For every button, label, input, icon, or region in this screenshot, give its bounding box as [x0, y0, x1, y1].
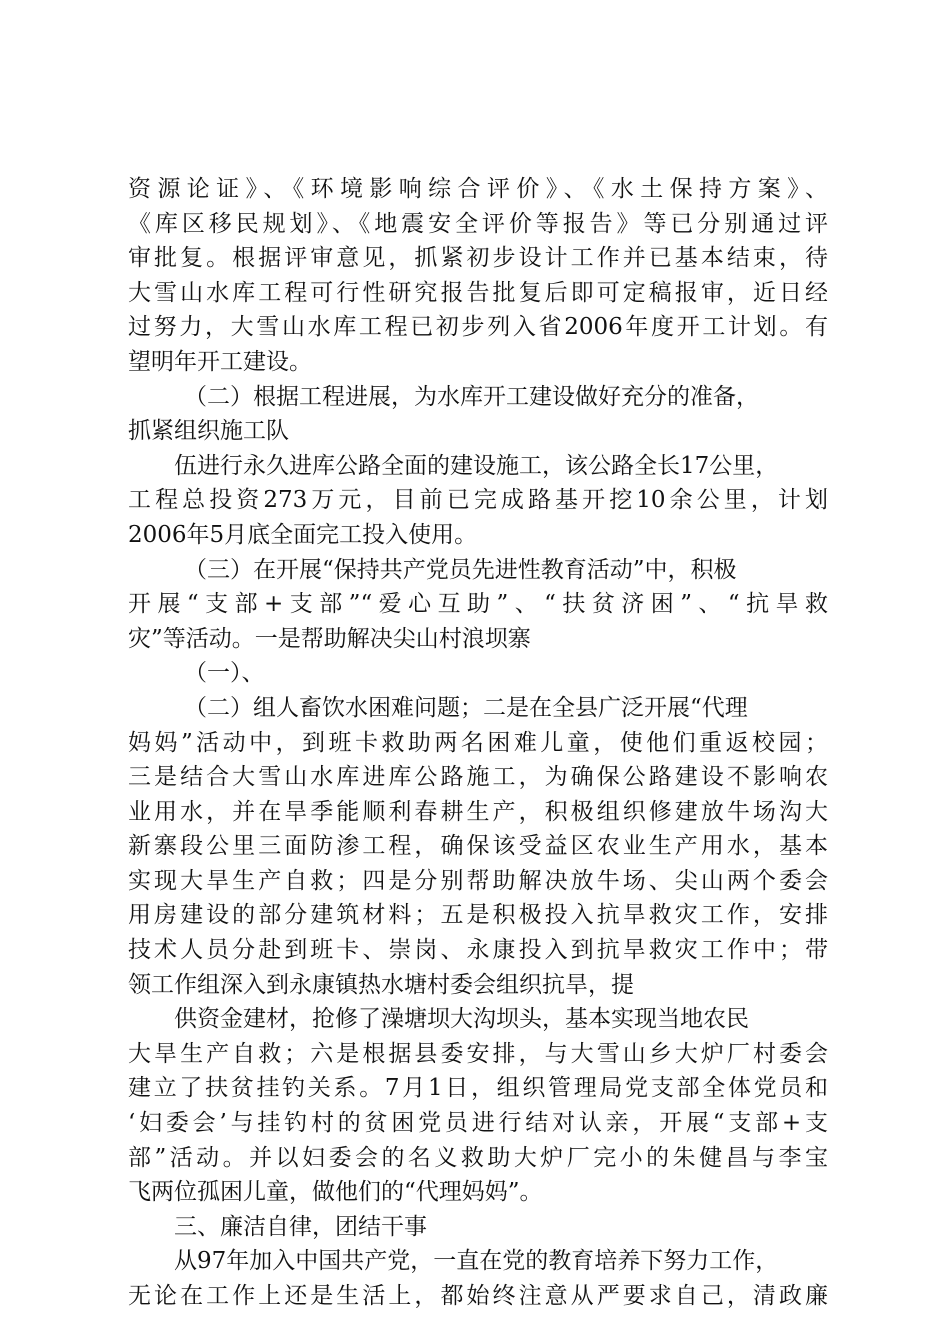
section-heading: 三、廉洁自律，团结干事: [174, 1213, 427, 1240]
text-line: 部”活动。并以妇委会的名义救助大炉厂完小的朱健昌与李宝: [128, 1144, 828, 1171]
text-line: 用房建设的部分建筑材料；五是积极投入抗旱救灾工作，安排: [128, 902, 828, 929]
text-line: 供资金建材，抢修了澡塘坝大沟坝头，基本实现当地农民: [174, 1006, 749, 1033]
text-line: 三是结合大雪山水库进库公路施工，为确保公路建设不影响农: [128, 764, 828, 791]
text-line: 大旱生产自救；六是根据县委安排，与大雪山乡大炉厂村委会: [128, 1040, 828, 1067]
text-line: 大雪山水库工程可行性研究报告批复后即可定稿报审，近日经: [128, 279, 828, 306]
text-line: （一）、: [184, 660, 265, 687]
text-line: 新寨段公里三面防渗工程，确保该受益区农业生产用水，基本: [128, 833, 828, 860]
text-line: 资源论证》、《环境影响综合评价》、《水土保持方案》、: [128, 176, 828, 202]
text-line: （三）在开展“保持共产党员先进性教育活动”中，积极: [184, 556, 737, 583]
text-line: 实现大旱生产自救；四是分别帮助解决放牛场、尖山两个委会: [128, 867, 828, 894]
text-line: ‘妇委会’与挂钓村的贫困党员进行结对认亲，开展“支部+支: [128, 1110, 828, 1137]
text-line: 从97年加入中国共产党，一直在党的教育培养下努力工作，: [174, 1248, 779, 1275]
text-line: 2006年5月底全面完工投入使用。: [128, 521, 478, 548]
text-line: （二）组人畜饮水困难问题；二是在全县广泛开展“代理: [184, 694, 748, 721]
text-line: 妈妈”活动中，到班卡救助两名困难儿童，使他们重返校园；: [128, 729, 828, 756]
text-line: 开展“支部+支部”“爱心互助”、“扶贫济困”、“抗旱救: [128, 591, 828, 618]
text-line: 过努力，大雪山水库工程已初步列入省2006年度开工计划。有: [128, 314, 828, 341]
text-line: 工程总投资273万元，目前已完成路基开挖10余公里，计划: [128, 487, 828, 514]
text-line: 无论在工作上还是生活上，都始终注意从严要求自己，清政廉: [128, 1283, 828, 1309]
text-line: 伍进行永久进库公路全面的建设施工，该公路全长17公里，: [174, 452, 779, 479]
text-line: 望明年开工建设。: [128, 348, 312, 375]
body-text: [128, 172, 828, 1314]
text-line: 审批复。根据评审意见，抓紧初步设计工作并已基本结束，待: [128, 245, 828, 272]
text-line: 飞两位孤困儿童，做他们的“代理妈妈”。: [128, 1179, 543, 1206]
text-line: 《库区移民规划》、《地震安全评价等报告》等已分别通过评: [128, 210, 828, 237]
text-line: 建立了扶贫挂钓关系。7月1日，组织管理局党支部全体党员和: [128, 1075, 828, 1102]
text-line: 灾”等活动。一是帮助解决尖山村浪坝寨: [128, 625, 531, 652]
text-line: 领工作组深入到永康镇热水塘村委会组织抗旱，提: [128, 971, 634, 998]
text-line: 抓紧组织施工队: [128, 418, 289, 445]
text-line: 技术人员分赴到班卡、崇岗、永康投入到抗旱救灾工作中；带: [128, 937, 828, 964]
text-line: 业用水，并在旱季能顺利春耕生产，积极组织修建放牛场沟大: [128, 798, 828, 825]
text-line: （二）根据工程进展，为水库开工建设做好充分的准备，: [184, 383, 759, 410]
